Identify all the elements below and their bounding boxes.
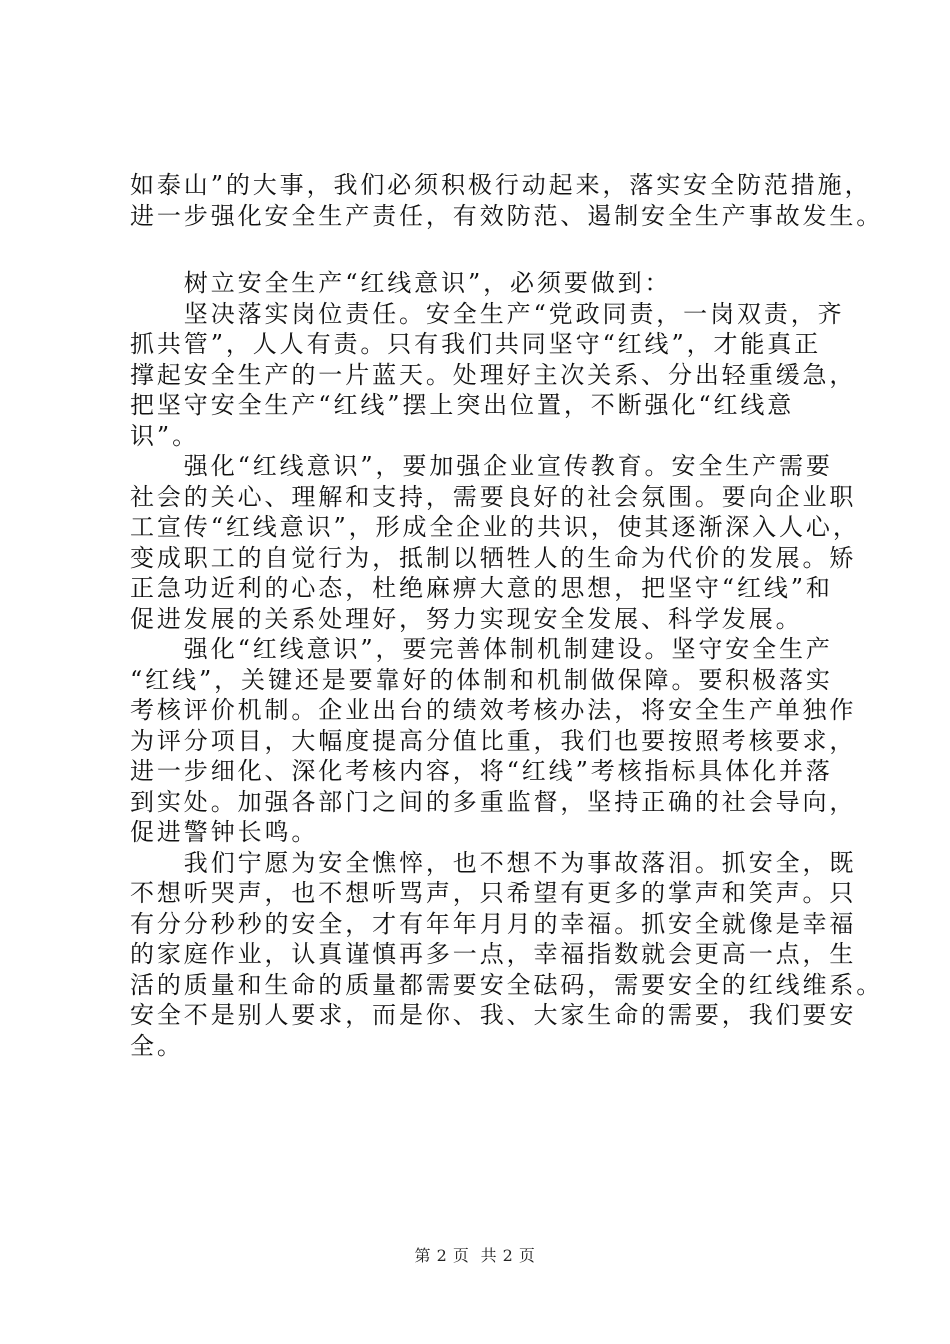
text-line: 社会的关心、理解和支持，需要良好的社会氛围。要向企业职	[130, 482, 857, 511]
document-body	[130, 170, 884, 1061]
text-line: 为评分项目，大幅度提高分值比重，我们也要按照考核要求，	[130, 726, 857, 755]
text-line: 强化“红线意识”，要加强企业宣传教育。安全生产需要	[130, 452, 833, 480]
text-line: 撑起安全生产的一片蓝天。处理好主次关系、分出轻重缓急，	[130, 360, 857, 389]
text-line: 到实处。加强各部门之间的多重监督，坚持正确的社会导向，	[130, 787, 857, 816]
text-line: 的家庭作业，认真谨慎再多一点，幸福指数就会更高一点，生	[130, 940, 857, 968]
page-number: 第 2 页 共 2 页	[414, 1246, 536, 1265]
text-line: 坚决落实岗位责任。安全生产“党政同责，一岗双责，齐	[130, 299, 845, 328]
text-line: 进一步强化安全生产责任，有效防范、遏制安全生产事故发生。	[130, 201, 884, 230]
text-line: 进一步细化、深化考核内容，将“红线”考核指标具体化并落	[130, 757, 833, 785]
text-line: 变成职工的自觉行为，抵制以牺牲人的生命为代价的发展。矫	[130, 543, 857, 572]
text-line: 把坚守安全生产“红线”摆上突出位置，不断强化“红线意	[130, 391, 795, 419]
text-line: 正急功近利的心态，杜绝麻痹大意的思想，把坚守“红线”和	[130, 574, 833, 602]
text-line: 工宣传“红线意识”，形成全企业的共识，使其逐渐深入人心，	[130, 513, 860, 541]
text-line: 不想听哭声，也不想听骂声，只希望有更多的掌声和笑声。只	[130, 879, 857, 907]
text-line: 促进警钟长鸣。	[130, 818, 319, 846]
text-line: 强化“红线意识”，要完善体制机制建设。坚守安全生产	[130, 635, 833, 663]
page-footer	[0, 1243, 950, 1266]
text-line: 如泰山”的大事，我们必须积极行动起来，落实安全防范措施，	[130, 171, 872, 199]
text-line: 我们宁愿为安全憔悴，也不想不为事故落泪。抓安全，既	[130, 848, 857, 877]
text-line: 树立安全生产“红线意识”，必须要做到：	[130, 269, 672, 297]
text-line: 安全不是别人要求，而是你、我、大家生命的需要，我们要安	[130, 1001, 857, 1029]
paragraph-spacer	[130, 231, 850, 268]
text-line: 抓共管”，人人有责。只有我们共同坚守“红线”，才能真正	[130, 330, 822, 358]
text-line: “红线”，关键还是要靠好的体制和机制做保障。要积极落实	[130, 665, 833, 694]
text-line: 有分分秒秒的安全，才有年年月月的幸福。抓安全就像是幸福	[130, 909, 857, 938]
text-line: 考核评价机制。企业出台的绩效考核办法，将安全生产单独作	[130, 696, 857, 724]
text-line: 促进发展的关系处理好，努力实现安全发展、科学发展。	[130, 604, 803, 633]
paragraph-main	[130, 268, 884, 1061]
text-line: 识”。	[130, 421, 199, 450]
text-line: 全。	[130, 1031, 184, 1060]
paragraph-intro	[130, 170, 884, 231]
text-line: 活的质量和生命的质量都需要安全砝码，需要安全的红线维系。	[130, 970, 884, 999]
